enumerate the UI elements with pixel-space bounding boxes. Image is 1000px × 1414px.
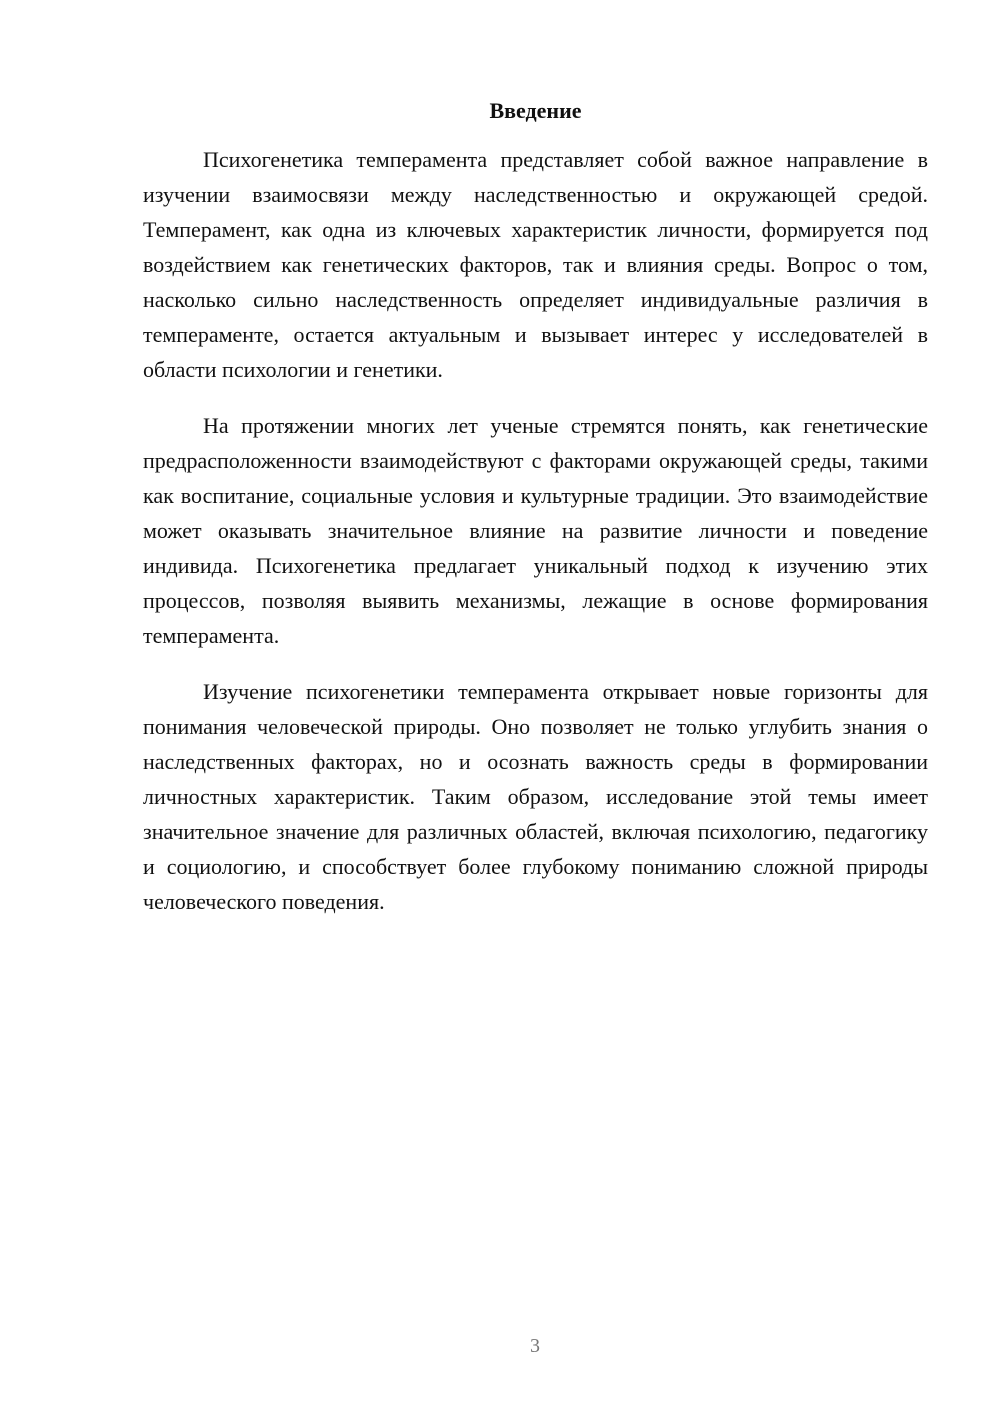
document-body <box>143 142 928 919</box>
section-title: Введение <box>489 98 582 123</box>
paragraph-2: На протяжении многих лет ученые стремятся понять, как генетические предрасположенности взаимодействуют с факторами окружающей среды, такими как воспитание, социальные условия и культурные традиции. Это взаимодействие может оказывать значительное влияние на развитие личности и поведение индивида. Психогенетика предлагает уникальный подход к изучению этих процессов, позволяя выявить механизмы, лежащие в основе формирования темперамента. <box>143 413 928 648</box>
paragraph-3: Изучение психогенетики темперамента открывает новые горизонты для понимания человеческой природы. Оно позволяет не только углубить знания о наследственных факторах, но и осознать важность среды в формировании личностных характеристик. Таким образом, исследование этой темы имеет значительное значение для различных областей, включая психологию, педагогику и социологию, и способствует более глубокому пониманию сложной природы человеческого поведения. <box>143 679 928 914</box>
paragraph-1: Психогенетика темперамента представляет собой важное направление в изучении взаимосвязи между наследственностью и окружающей средой. Темперамент, как одна из ключевых характеристик личности, формируется под воздействием как генетических факторов, так и влияния среды. Вопрос о том, насколько сильно наследственность определяет индивидуальные различия в темпераменте, остается актуальным и вызывает интерес у исследователей в области психологии и генетики. <box>143 147 928 382</box>
page-number: 3 <box>530 1335 540 1357</box>
